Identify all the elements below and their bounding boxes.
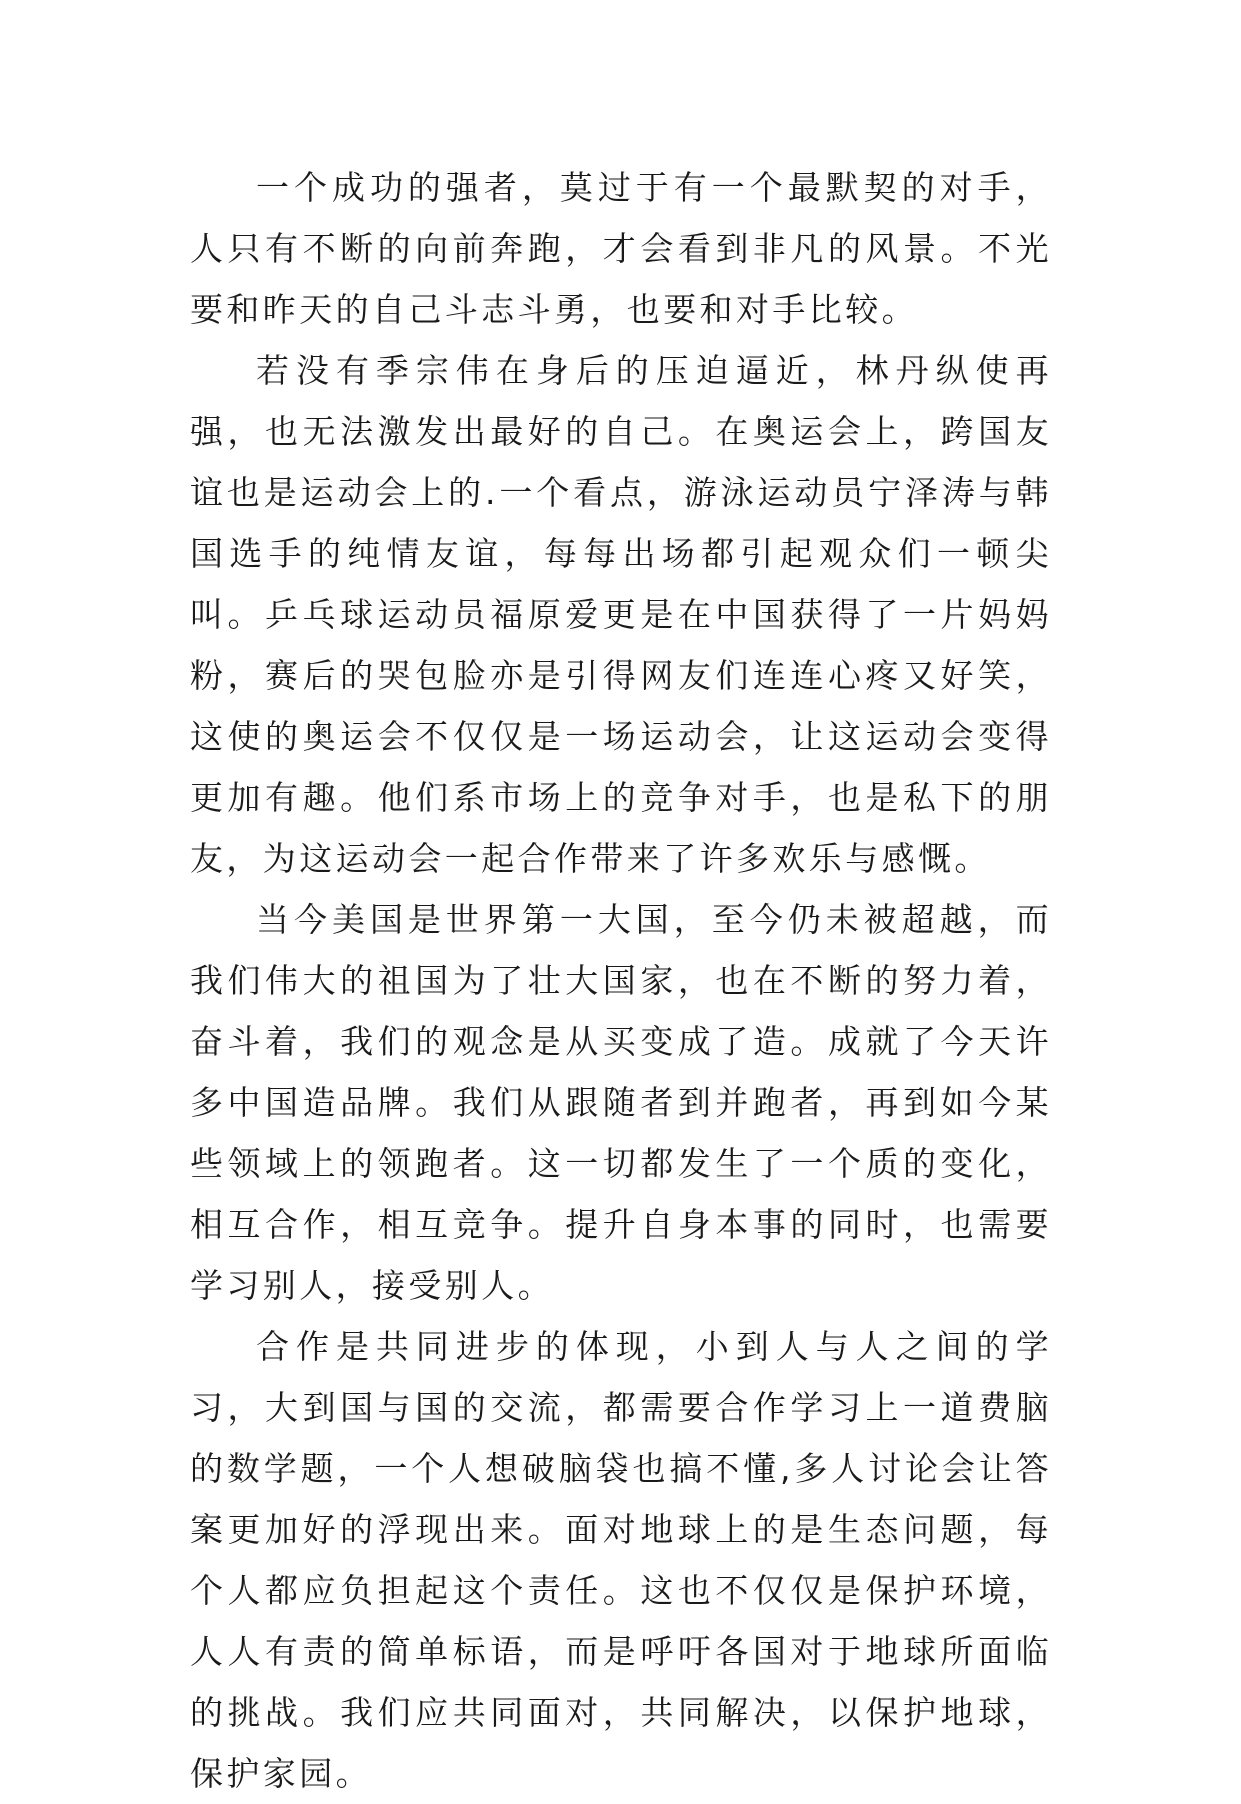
document-body [190, 157, 1052, 1804]
paragraph-3: 当今美国是世界第一大国，至今仍未被超越，而我们伟大的祖国为了壮大国家，也在不断的努力着，奋斗着，我们的观念是从买变成了造。成就了今天许多中国造品牌。我们从跟随者到并跑者，再到如今某些领域上的领跑者。这一切都发生了一个质的变化，相互合作，相互竞争。提升自身本事的同时，也需要学习别人，接受别人。 [190, 900, 1052, 1305]
paragraph-4: 合作是共同进步的体现，小到人与人之间的学习，大到国与国的交流，都需要合作学习上一道费脑的数学题，一个人想破脑袋也搞不懂,多人讨论会让答案更加好的浮现出来。面对地球上的是生态问题，每个人都应负担起这个责任。这也不仅仅是保护环境，人人有责的简单标语，而是呼吁各国对于地球所面临的挑战。我们应共同面对，共同解决，以保护地球，保护家园。 [190, 1327, 1052, 1793]
paragraph-2: 若没有季宗伟在身后的压迫逼近，林丹纵使再强，也无法激发出最好的自己。在奥运会上，跨国友谊也是运动会上的.一个看点，游泳运动员宁泽涛与韩国选手的纯情友谊，每每出场都引起观众们一顿尖叫。乒乓球运动员福原爱更是在中国获得了一片妈妈粉，赛后的哭包脸亦是引得网友们连连心疼又好笑，这使的奥运会不仅仅是一场运动会，让这运动会变得更加有趣。他们系市场上的竞争对手，也是私下的朋友，为这运动会一起合作带来了许多欢乐与感慨。 [190, 351, 1052, 878]
paragraph-1: 一个成功的强者，莫过于有一个最默契的对手，人只有不断的向前奔跑，才会看到非凡的风景。不光要和昨天的自己斗志斗勇，也要和对手比较。 [190, 168, 1052, 329]
